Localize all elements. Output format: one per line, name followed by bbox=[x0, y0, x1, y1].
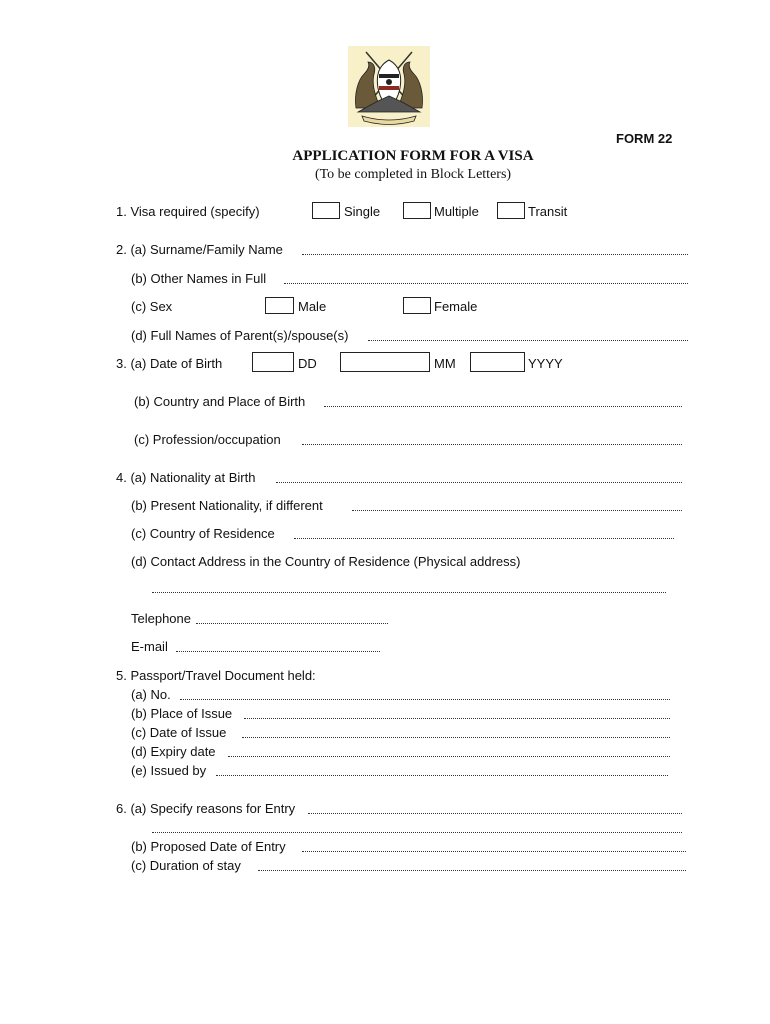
issued-by-field[interactable] bbox=[216, 775, 668, 776]
proposed-date-entry-label: (b) Proposed Date of Entry bbox=[131, 839, 286, 854]
page-title: APPLICATION FORM FOR A VISA bbox=[292, 148, 534, 164]
duration-stay-label: (c) Duration of stay bbox=[131, 858, 241, 873]
country-place-birth-field[interactable] bbox=[324, 406, 682, 407]
parents-spouses-field[interactable] bbox=[368, 340, 688, 341]
dob-day-input[interactable] bbox=[252, 352, 294, 372]
reasons-entry-field-line-2[interactable] bbox=[152, 832, 682, 833]
proposed-date-entry-field[interactable] bbox=[302, 851, 686, 852]
expiry-date-field[interactable] bbox=[228, 756, 670, 757]
duration-stay-field[interactable] bbox=[258, 870, 686, 871]
dob-month-input[interactable] bbox=[340, 352, 430, 372]
country-residence-field[interactable] bbox=[294, 538, 674, 539]
reasons-entry-field[interactable] bbox=[308, 813, 682, 814]
reasons-entry-label: 6. (a) Specify reasons for Entry bbox=[116, 801, 296, 816]
place-of-issue-label: (b) Place of Issue bbox=[131, 706, 233, 721]
dob-month-label: MM bbox=[434, 356, 456, 371]
transit-checkbox[interactable] bbox=[497, 202, 525, 219]
contact-address-field[interactable] bbox=[152, 592, 666, 593]
multiple-label: Multiple bbox=[434, 204, 479, 219]
passport-no-field[interactable] bbox=[180, 699, 670, 700]
female-checkbox[interactable] bbox=[403, 297, 431, 314]
visa-required-label: 1. Visa required (specify) bbox=[116, 204, 260, 219]
other-names-field[interactable] bbox=[284, 283, 688, 284]
passport-no-label: (a) No. bbox=[131, 687, 171, 702]
date-of-birth-label: 3. (a) Date of Birth bbox=[116, 356, 223, 371]
female-label: Female bbox=[434, 299, 478, 314]
dob-year-label: YYYY bbox=[528, 356, 563, 371]
coat-of-arms-icon bbox=[348, 46, 430, 127]
dob-day-label: DD bbox=[298, 356, 317, 371]
present-nationality-label: (b) Present Nationality, if different bbox=[131, 498, 323, 513]
other-names-label: (b) Other Names in Full bbox=[131, 271, 267, 286]
country-residence-label: (c) Country of Residence bbox=[131, 526, 275, 541]
expiry-date-label: (d) Expiry date bbox=[131, 744, 216, 759]
multiple-checkbox[interactable] bbox=[403, 202, 431, 219]
date-of-issue-field[interactable] bbox=[242, 737, 670, 738]
telephone-field[interactable] bbox=[196, 623, 388, 624]
passport-heading: 5. Passport/Travel Document held: bbox=[116, 668, 316, 683]
male-checkbox[interactable] bbox=[265, 297, 294, 314]
profession-label: (c) Profession/occupation bbox=[134, 432, 281, 447]
surname-field[interactable] bbox=[302, 254, 688, 255]
form-number: FORM 22 bbox=[616, 131, 673, 146]
telephone-label: Telephone bbox=[131, 611, 191, 626]
date-of-issue-label: (c) Date of Issue bbox=[131, 725, 227, 740]
single-checkbox[interactable] bbox=[312, 202, 340, 219]
nationality-birth-field[interactable] bbox=[276, 482, 682, 483]
sex-label: (c) Sex bbox=[131, 299, 173, 314]
place-of-issue-field[interactable] bbox=[244, 718, 670, 719]
profession-field[interactable] bbox=[302, 444, 682, 445]
transit-label: Transit bbox=[528, 204, 568, 219]
single-label: Single bbox=[344, 204, 381, 219]
page-subtitle: (To be completed in Block Letters) bbox=[314, 167, 512, 182]
dob-year-input[interactable] bbox=[470, 352, 525, 372]
email-field[interactable] bbox=[176, 651, 380, 652]
surname-label: 2. (a) Surname/Family Name bbox=[116, 242, 283, 257]
issued-by-label: (e) Issued by bbox=[131, 763, 207, 778]
present-nationality-field[interactable] bbox=[352, 510, 682, 511]
coat-of-arms bbox=[348, 46, 430, 127]
email-label: E-mail bbox=[131, 639, 168, 654]
country-place-birth-label: (b) Country and Place of Birth bbox=[134, 394, 306, 409]
parents-spouses-label: (d) Full Names of Parent(s)/spouse(s) bbox=[131, 328, 349, 343]
contact-address-label: (d) Contact Address in the Country of Residence (Physical address) bbox=[131, 554, 521, 569]
male-label: Male bbox=[298, 299, 327, 314]
nationality-birth-label: 4. (a) Nationality at Birth bbox=[116, 470, 256, 485]
